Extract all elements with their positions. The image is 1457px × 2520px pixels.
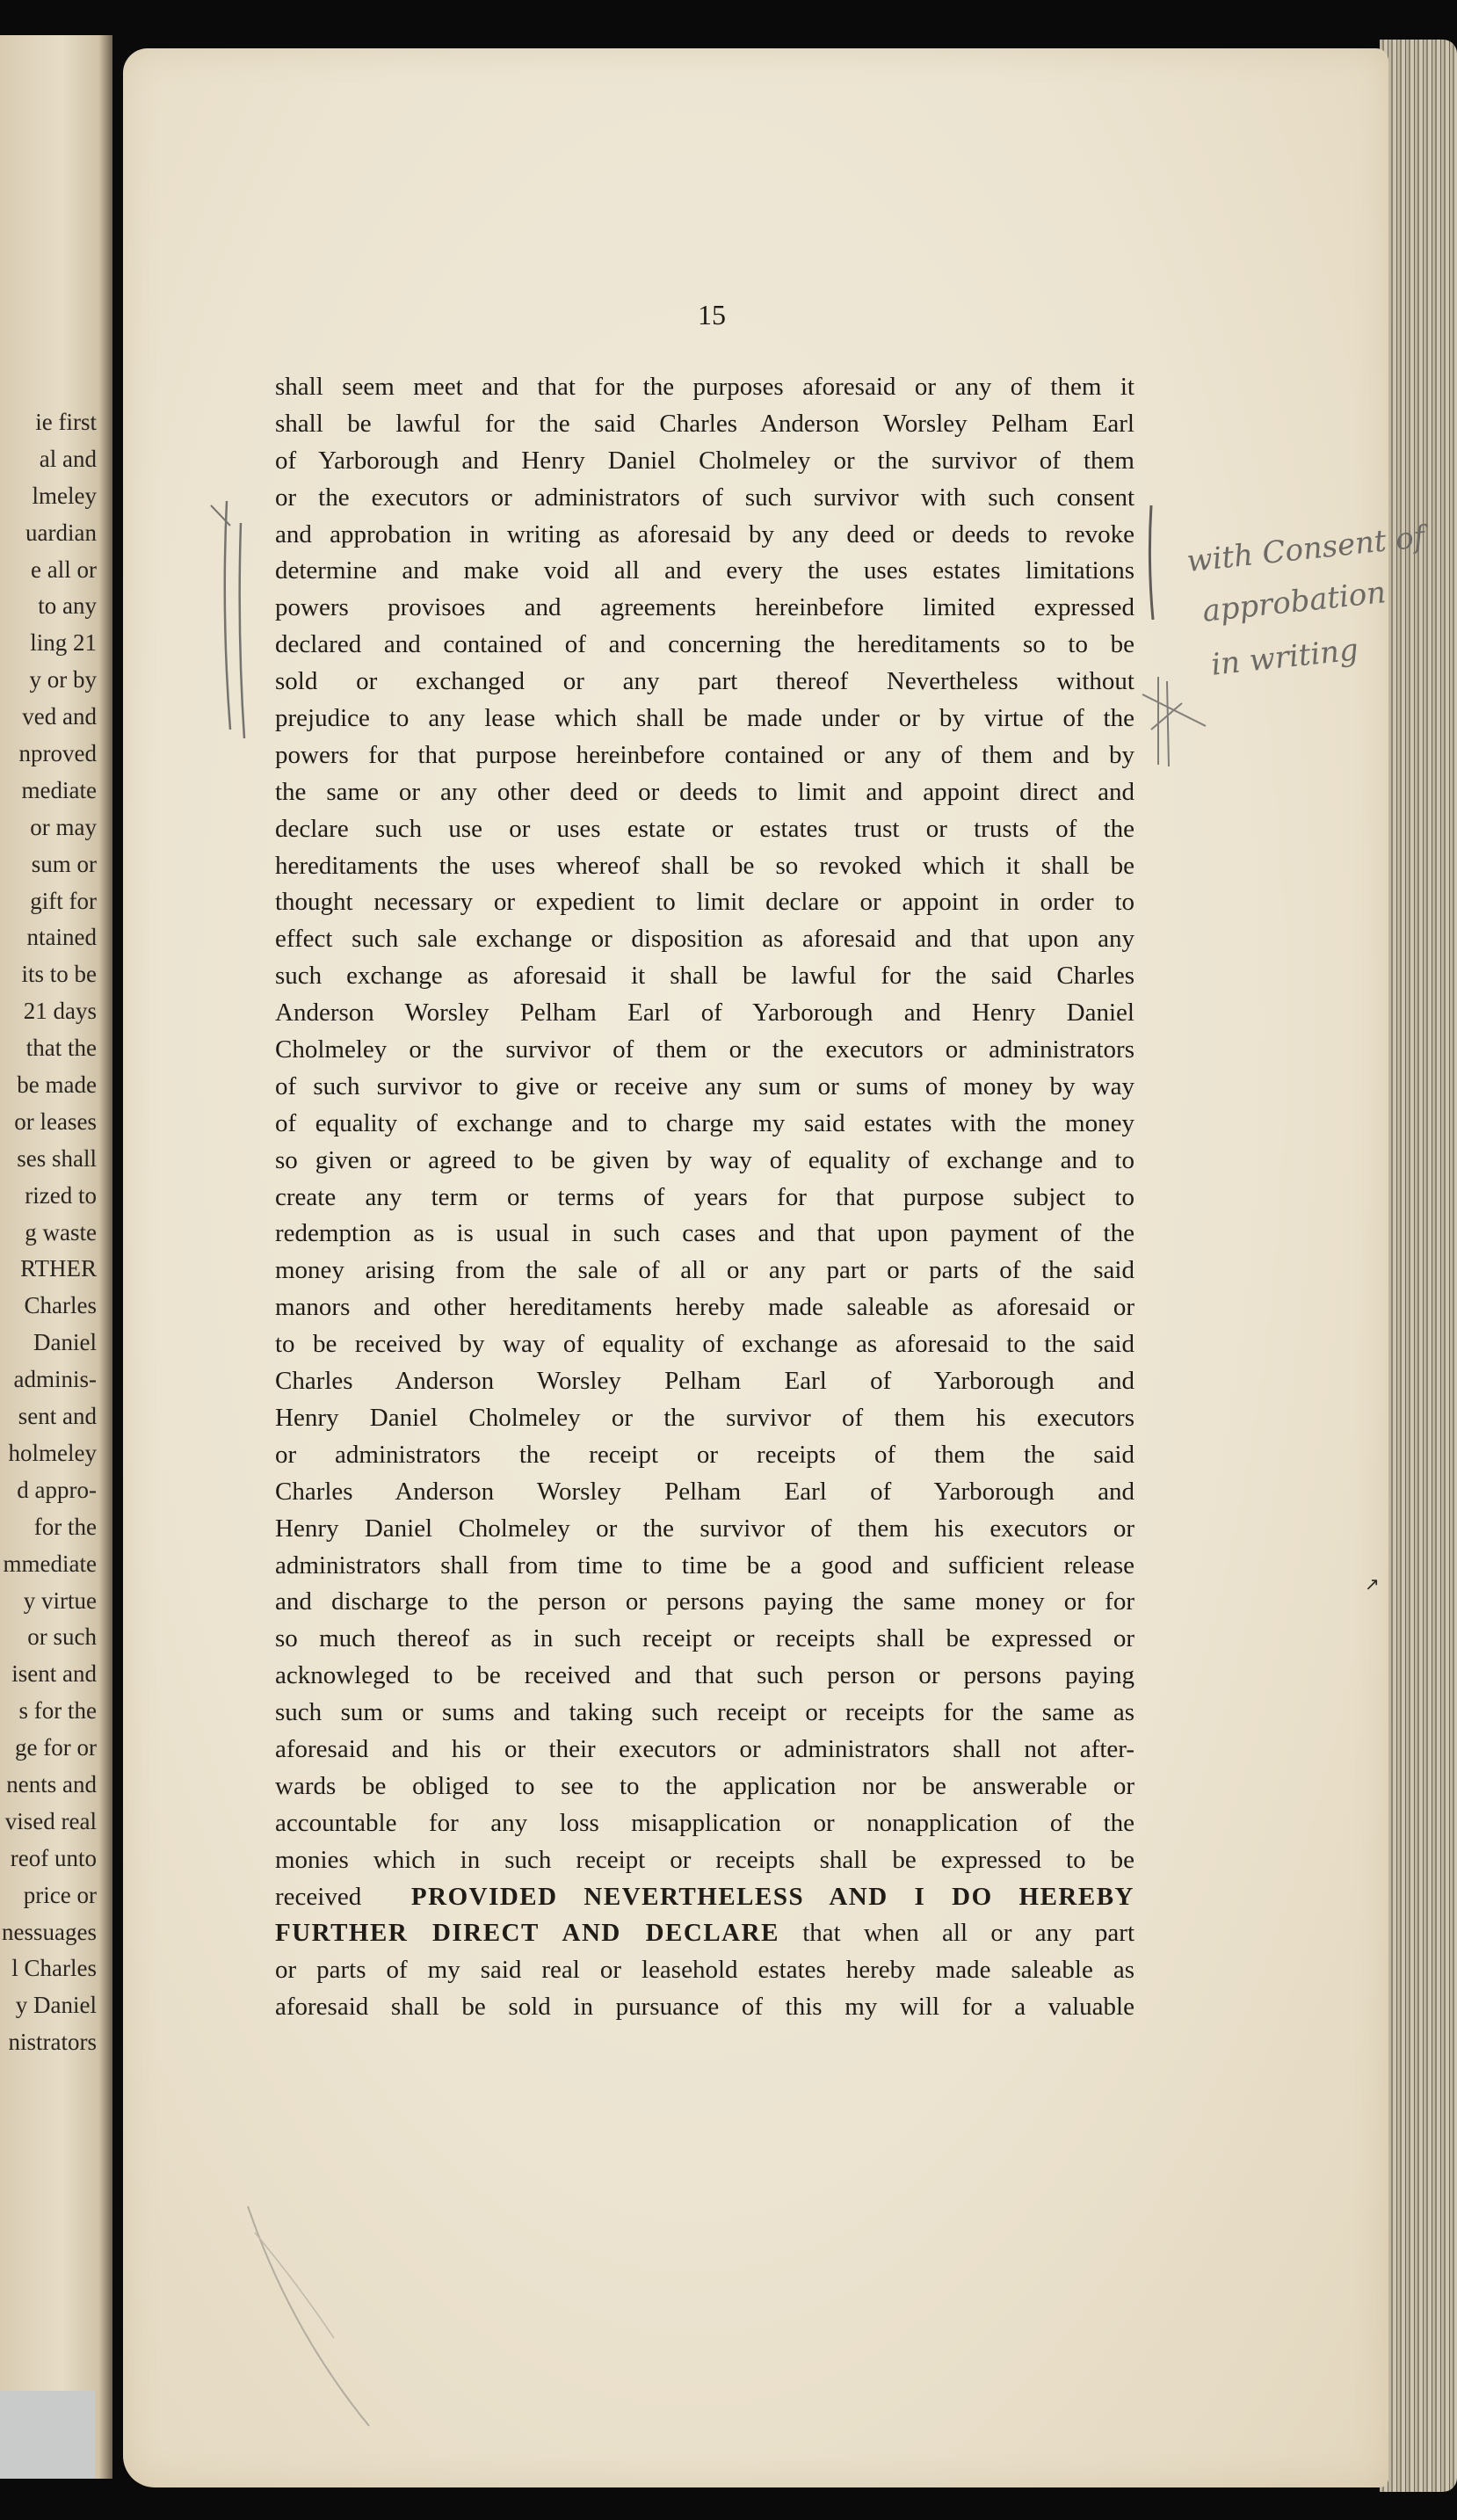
margin-note-line-1: with Consent of [1185, 519, 1427, 580]
margin-note-line-3: in writing [1209, 632, 1360, 683]
left-page-line-fragment: or may [30, 813, 97, 840]
left-page-line-fragment: price or [23, 1881, 97, 1908]
left-page-line-fragment: Daniel [33, 1329, 97, 1356]
left-page-line-fragment: y or by [29, 666, 97, 694]
text-line: Charles Anderson Worsley Pelham Earl of Yarborough and [275, 1367, 1134, 1396]
text-line: manors and other hereditaments hereby made saleable as aforesaid or [275, 1293, 1134, 1322]
left-page-line-fragment: s for the [18, 1697, 97, 1725]
left-page-line-fragment: be made [17, 1071, 97, 1099]
left-page-line-fragment: rized to [25, 1181, 97, 1209]
text-line: or parts of my said real or leasehold estates hereby made saleable as [275, 1956, 1134, 1985]
left-page-line-fragment: ie first [35, 409, 97, 435]
body-text [275, 369, 1134, 2026]
left-page-bottom-strip [0, 2391, 95, 2479]
text-line: redemption as is usual in such cases and that upon payment of the [275, 1219, 1134, 1248]
left-page-line-fragment: isent and [11, 1660, 97, 1688]
text-line: of Yarborough and Henry Daniel Cholmeley or the survivor of them [275, 446, 1134, 475]
text-line: accountable for any loss misapplication or nonapplication of the [275, 1808, 1134, 1837]
text-line: and approbation in writing as aforesaid by any deed or deeds to revoke [275, 519, 1134, 548]
left-page-line-fragment: lmeley [32, 482, 97, 509]
text-line: declared and contained of and concerning the hereditaments so to be [275, 630, 1134, 659]
text-line: create any term or terms of years for that purpose subject to [275, 1182, 1134, 1211]
text-line: hereditaments the uses whereof shall be so revoked which it shall be [275, 851, 1134, 880]
text-line: of such survivor to give or receive any sum or sums of money by way [275, 1071, 1134, 1100]
text-line: such exchange as aforesaid it shall be lawful for the said Charles [275, 962, 1134, 991]
left-page-line-fragment: gift for [30, 887, 97, 914]
text-line: and discharge to the person or persons paying the same money or for [275, 1587, 1134, 1616]
left-page-line-fragment: Charles [24, 1292, 97, 1319]
left-page-line-fragment: l Charles [11, 1955, 97, 1982]
text-line: of equality of exchange and to charge my said estates with the money [275, 1108, 1134, 1137]
text-line: aforesaid and his or their executors or administrators shall not after- [275, 1734, 1134, 1763]
text-line: acknowleged to be received and that such person or persons paying [275, 1661, 1134, 1690]
text-line: the same or any other deed or deeds to limit and appoint direct and [275, 777, 1134, 806]
left-page-line-fragment: vised real [4, 1807, 97, 1834]
text-line: administrators shall from time to time be a good and sufficient release [275, 1550, 1134, 1580]
proviso-heading-continued: FURTHER DIRECT AND DECLARE [275, 1919, 779, 1948]
left-page-line-fragment: ling 21 [30, 629, 97, 657]
text-line: so much thereof as in such receipt or receipts shall be expressed or [275, 1624, 1134, 1653]
left-page-line-fragment: al and [39, 445, 97, 472]
left-page-line-fragment: mediate [21, 776, 97, 803]
left-page-line-fragment: g waste [25, 1218, 97, 1245]
text-line: determine and make void all and every the uses estates limitations [275, 556, 1134, 585]
margin-note-line-2: approbation [1200, 575, 1388, 629]
text-line-suffix: that when all or any part [802, 1919, 1135, 1948]
text-line: Henry Daniel Cholmeley or the survivor of them his executors [275, 1403, 1134, 1432]
left-page-line-fragment: nistrators [8, 2029, 97, 2056]
left-page-line-fragment: nessuages [2, 1918, 97, 1945]
text-line: Henry Daniel Cholmeley or the survivor of them his executors or [275, 1514, 1134, 1543]
left-page-line-fragment: ses shall [17, 1144, 97, 1172]
text-line: aforesaid shall be sold in pursuance of this my will for a valuable [275, 1993, 1134, 2022]
left-page-line-fragment: ntained [26, 924, 97, 951]
left-page-line-fragment: ved and [22, 703, 97, 730]
left-page-line-fragment: for the [33, 1513, 97, 1540]
text-line: Anderson Worsley Pelham Earl of Yarborough and Henry Daniel [275, 999, 1134, 1028]
left-page-line-fragment: that the [25, 1035, 97, 1062]
text-line: declare such use or uses estate or estates trust or trusts of the [275, 814, 1134, 843]
text-line: such sum or sums and taking such receipt or receipts for the same as [275, 1698, 1134, 1727]
text-line: thought necessary or expedient to limit declare or appoint in order to [275, 888, 1134, 917]
left-page-line-fragment: 21 days [23, 998, 97, 1025]
text-line [275, 1879, 1134, 1916]
text-line: so given or agreed to be given by way of equality of exchange and to [275, 1145, 1134, 1174]
text-line: sold or exchanged or any part thereof Nevertheless without [275, 667, 1134, 696]
text-line: effect such sale exchange or disposition as aforesaid and that upon any [275, 925, 1134, 954]
text-line [275, 1915, 1134, 1952]
left-page-line-fragment: or such [27, 1623, 97, 1651]
left-page-line-fragment: sent and [18, 1403, 97, 1430]
text-line: prejudice to any lease which shall be made under or by virtue of the [275, 704, 1134, 733]
left-page-line-fragment: holmeley [8, 1439, 97, 1466]
left-page-line-fragment: reof unto [10, 1844, 97, 1871]
left-page-line-fragment: nproved [18, 740, 97, 767]
text-line-prefix: received [275, 1882, 362, 1911]
left-page-line-fragment: nents and [6, 1770, 97, 1797]
text-line: or administrators the receipt or receipts of them the said [275, 1440, 1134, 1469]
left-page-line-fragment: mmediate [3, 1550, 97, 1577]
left-page-line-fragment: y Daniel [15, 1992, 97, 2019]
text-line: money arising from the sale of all or any part or parts of the said [275, 1256, 1134, 1285]
left-page-line-fragment: ge for or [15, 1734, 97, 1761]
text-line: wards be obliged to see to the application nor be answerable or [275, 1771, 1134, 1800]
left-page-line-fragment: to any [38, 592, 97, 620]
page-number: 15 [698, 299, 726, 330]
text-line: to be received by way of equality of exchange as aforesaid to the said [275, 1330, 1134, 1359]
text-line: shall be lawful for the said Charles Anderson Worsley Pelham Earl [275, 409, 1134, 438]
left-page-line-fragment: uardian [25, 519, 97, 546]
left-page-text-column [0, 404, 97, 2061]
text-line: powers for that purpose hereinbefore contained or any of them and by [275, 740, 1134, 769]
edge-mark: ↗ [1365, 1575, 1380, 1594]
text-line: shall seem meet and that for the purposes aforesaid or any of them it [275, 373, 1134, 401]
left-page-line-fragment: its to be [21, 961, 97, 988]
left-page-line-fragment: sum or [31, 850, 97, 877]
left-page-line-fragment: e all or [31, 556, 97, 583]
text-line: Cholmeley or the survivor of them or the executors or administrators [275, 1035, 1134, 1064]
left-page-line-fragment: or leases [14, 1107, 97, 1135]
left-page-line-fragment: d appro- [17, 1476, 97, 1503]
text-line: or the executors or administrators of such survivor with such consent [275, 483, 1134, 512]
left-page-line-fragment: RTHER [20, 1255, 97, 1282]
left-facing-page [0, 35, 112, 2479]
text-line: powers provisoes and agreements hereinbefore limited expressed [275, 593, 1134, 622]
left-page-line-fragment: y virtue [23, 1587, 97, 1614]
text-line: Charles Anderson Worsley Pelham Earl of Yarborough and [275, 1477, 1134, 1506]
proviso-heading: PROVIDED NEVERTHELESS AND I DO HEREBY [410, 1882, 1134, 1911]
text-line: monies which in such receipt or receipts shall be expressed to be [275, 1845, 1134, 1874]
book-page-edges [1380, 40, 1457, 2492]
left-page-line-fragment: adminis- [13, 1366, 97, 1393]
